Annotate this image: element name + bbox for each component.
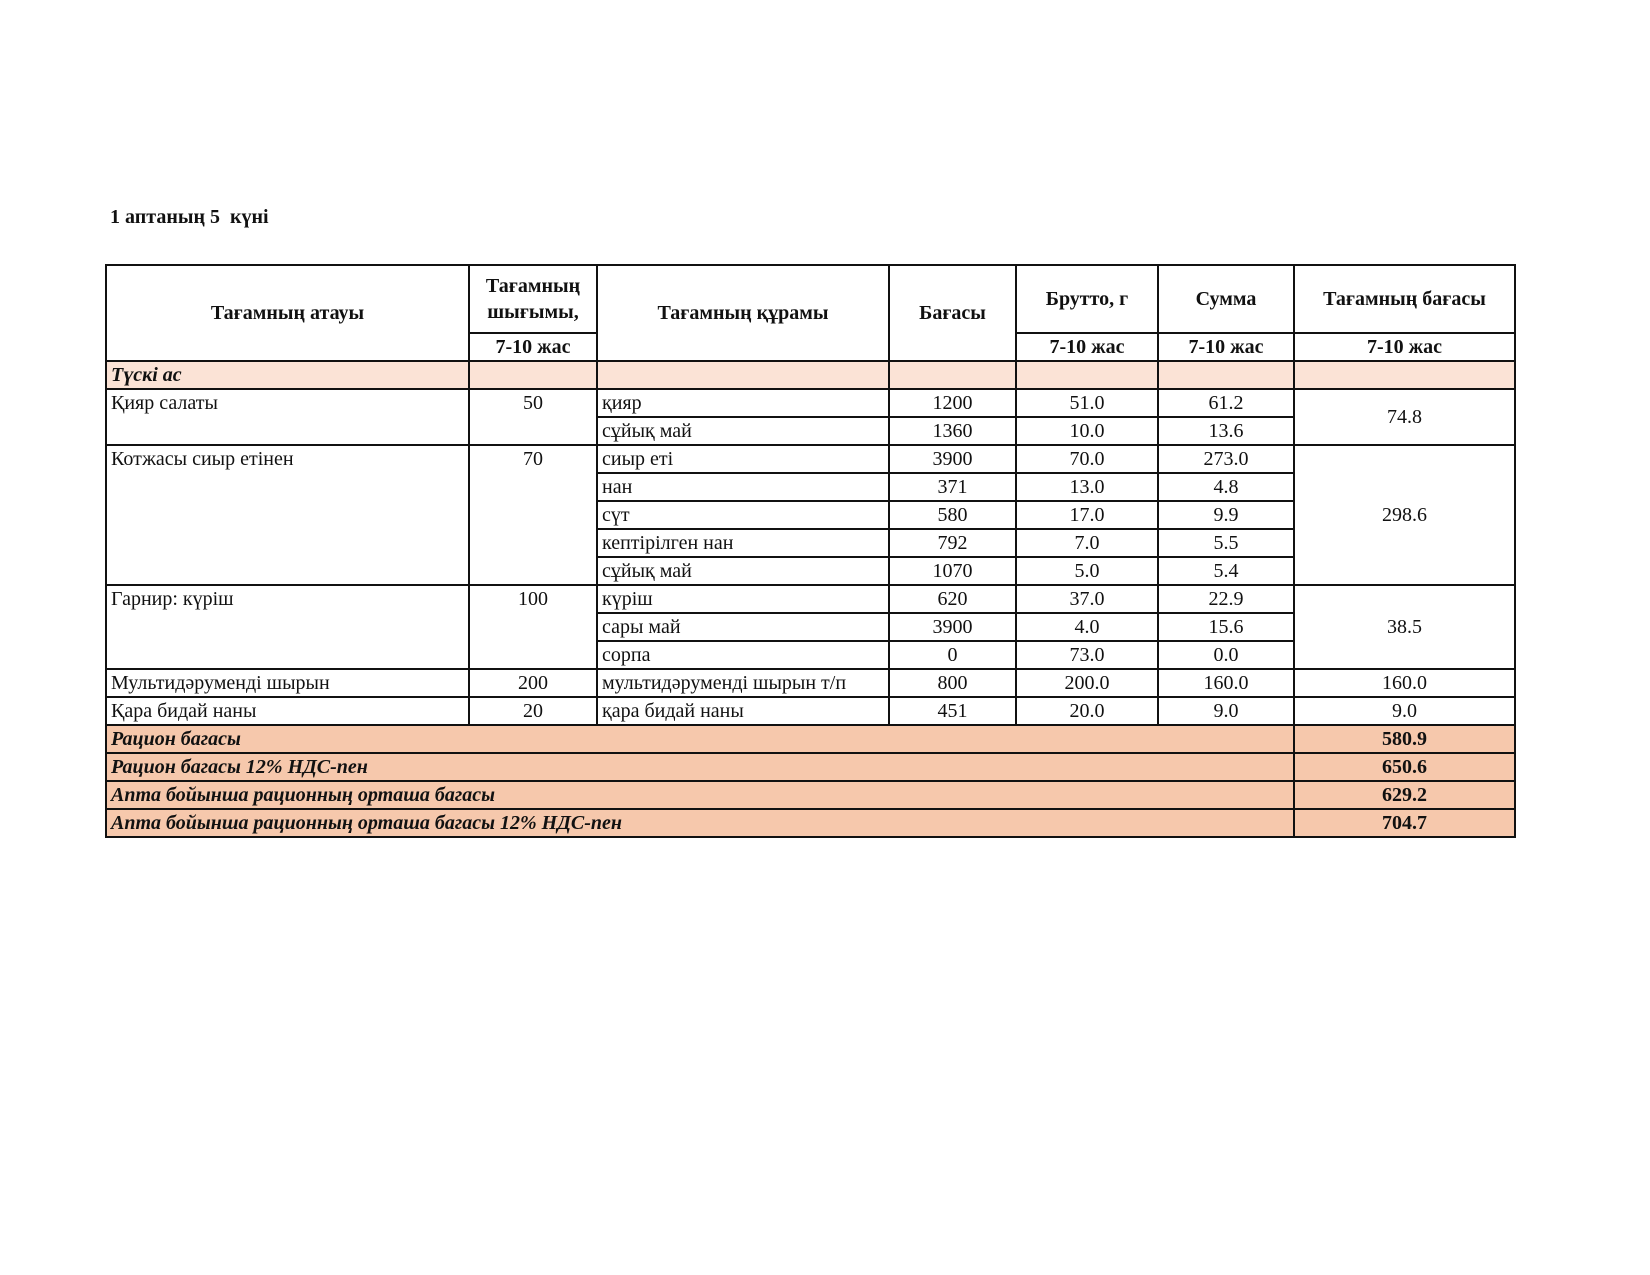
dish-yield: 50	[469, 389, 597, 445]
ingredient-brutto: 37.0	[1016, 585, 1158, 613]
dish-name: Котжасы сиыр етінен	[106, 445, 469, 585]
table-row	[106, 585, 1515, 613]
table-row	[106, 445, 1515, 473]
ingredient: қара бидай наны	[597, 697, 889, 725]
ingredient: сұйық май	[597, 557, 889, 585]
ingredient: сары май	[597, 613, 889, 641]
summary-value: 629.2	[1294, 781, 1515, 809]
ingredient: сүт	[597, 501, 889, 529]
header-sum-age: 7-10 жас	[1158, 333, 1294, 361]
summary-row	[106, 809, 1515, 837]
page-title: 1 аптаның 5 күні	[110, 206, 269, 228]
summary-row	[106, 753, 1515, 781]
dish-name: Гарнир: күріш	[106, 585, 469, 669]
header-composition: Тағамның құрамы	[597, 265, 889, 361]
ingredient: сиыр еті	[597, 445, 889, 473]
summary-label: Рацион багасы 12% НДС-пен	[106, 753, 1294, 781]
header-brutto-age: 7-10 жас	[1016, 333, 1158, 361]
header-dish-price-age: 7-10 жас	[1294, 333, 1515, 361]
ingredient-brutto: 7.0	[1016, 529, 1158, 557]
ingredient: сұйық май	[597, 417, 889, 445]
ingredient-price: 371	[889, 473, 1016, 501]
dish-name: Қияр салаты	[106, 389, 469, 445]
ingredient-sum: 9.0	[1158, 697, 1294, 725]
header-dish-price: Тағамның бағасы	[1294, 265, 1515, 333]
ingredient-price: 3900	[889, 445, 1016, 473]
ingredient-sum: 5.4	[1158, 557, 1294, 585]
ingredient-brutto: 10.0	[1016, 417, 1158, 445]
ingredient-price: 620	[889, 585, 1016, 613]
header-sum: Сумма	[1158, 265, 1294, 333]
section-label: Түскі ас	[106, 361, 469, 389]
ingredient-brutto: 17.0	[1016, 501, 1158, 529]
ingredient-brutto: 13.0	[1016, 473, 1158, 501]
summary-row	[106, 725, 1515, 753]
ingredient-price: 0	[889, 641, 1016, 669]
table-row	[106, 669, 1515, 697]
ingredient-brutto: 200.0	[1016, 669, 1158, 697]
ingredient: қияр	[597, 389, 889, 417]
dish-yield: 100	[469, 585, 597, 669]
section-row	[106, 361, 1515, 389]
ingredient: нан	[597, 473, 889, 501]
dish-price: 38.5	[1294, 585, 1515, 669]
ingredient-sum: 61.2	[1158, 389, 1294, 417]
ingredient-sum: 160.0	[1158, 669, 1294, 697]
ingredient-brutto: 70.0	[1016, 445, 1158, 473]
ingredient-sum: 15.6	[1158, 613, 1294, 641]
ingredient-sum: 13.6	[1158, 417, 1294, 445]
summary-value: 580.9	[1294, 725, 1515, 753]
ingredient-price: 1360	[889, 417, 1016, 445]
ingredient-brutto: 51.0	[1016, 389, 1158, 417]
ingredient-sum: 5.5	[1158, 529, 1294, 557]
dish-name: Қара бидай наны	[106, 697, 469, 725]
ingredient-price: 792	[889, 529, 1016, 557]
ingredient: кептірілген нан	[597, 529, 889, 557]
ingredient-brutto: 4.0	[1016, 613, 1158, 641]
dish-yield: 20	[469, 697, 597, 725]
table-row	[106, 697, 1515, 725]
header-yield: Тағамның шығымы,	[469, 265, 597, 333]
summary-row	[106, 781, 1515, 809]
ingredient: сорпа	[597, 641, 889, 669]
ingredient-price: 451	[889, 697, 1016, 725]
summary-label: Рацион багасы	[106, 725, 1294, 753]
summary-value: 704.7	[1294, 809, 1515, 837]
header-dish-name: Тағамның атауы	[106, 265, 469, 361]
dish-price: 74.8	[1294, 389, 1515, 445]
dish-price: 298.6	[1294, 445, 1515, 585]
dish-yield: 200	[469, 669, 597, 697]
summary-label: Апта бойынша рационның орташа багасы 12% НДС-пен	[106, 809, 1294, 837]
ingredient-sum: 0.0	[1158, 641, 1294, 669]
header-yield-age: 7-10 жас	[469, 333, 597, 361]
dish-price: 9.0	[1294, 697, 1515, 725]
ingredient-brutto: 20.0	[1016, 697, 1158, 725]
summary-label: Апта бойынша рационның орташа багасы	[106, 781, 1294, 809]
ingredient-price: 1070	[889, 557, 1016, 585]
ingredient-price: 800	[889, 669, 1016, 697]
dish-yield: 70	[469, 445, 597, 585]
ingredient-sum: 4.8	[1158, 473, 1294, 501]
ingredient-sum: 22.9	[1158, 585, 1294, 613]
ingredient-price: 3900	[889, 613, 1016, 641]
ingredient: күріш	[597, 585, 889, 613]
ingredient-price: 1200	[889, 389, 1016, 417]
ingredient-sum: 273.0	[1158, 445, 1294, 473]
ingredient-price: 580	[889, 501, 1016, 529]
ingredient-brutto: 5.0	[1016, 557, 1158, 585]
summary-value: 650.6	[1294, 753, 1515, 781]
ingredient-sum: 9.9	[1158, 501, 1294, 529]
dish-price: 160.0	[1294, 669, 1515, 697]
ingredient-brutto: 73.0	[1016, 641, 1158, 669]
ingredient: мультидәруменді шырын т/п	[597, 669, 889, 697]
dish-name: Мультидәруменді шырын	[106, 669, 469, 697]
table-row	[106, 389, 1515, 417]
header-brutto: Брутто, г	[1016, 265, 1158, 333]
header-price: Бағасы	[889, 265, 1016, 361]
menu-table	[105, 264, 1516, 838]
